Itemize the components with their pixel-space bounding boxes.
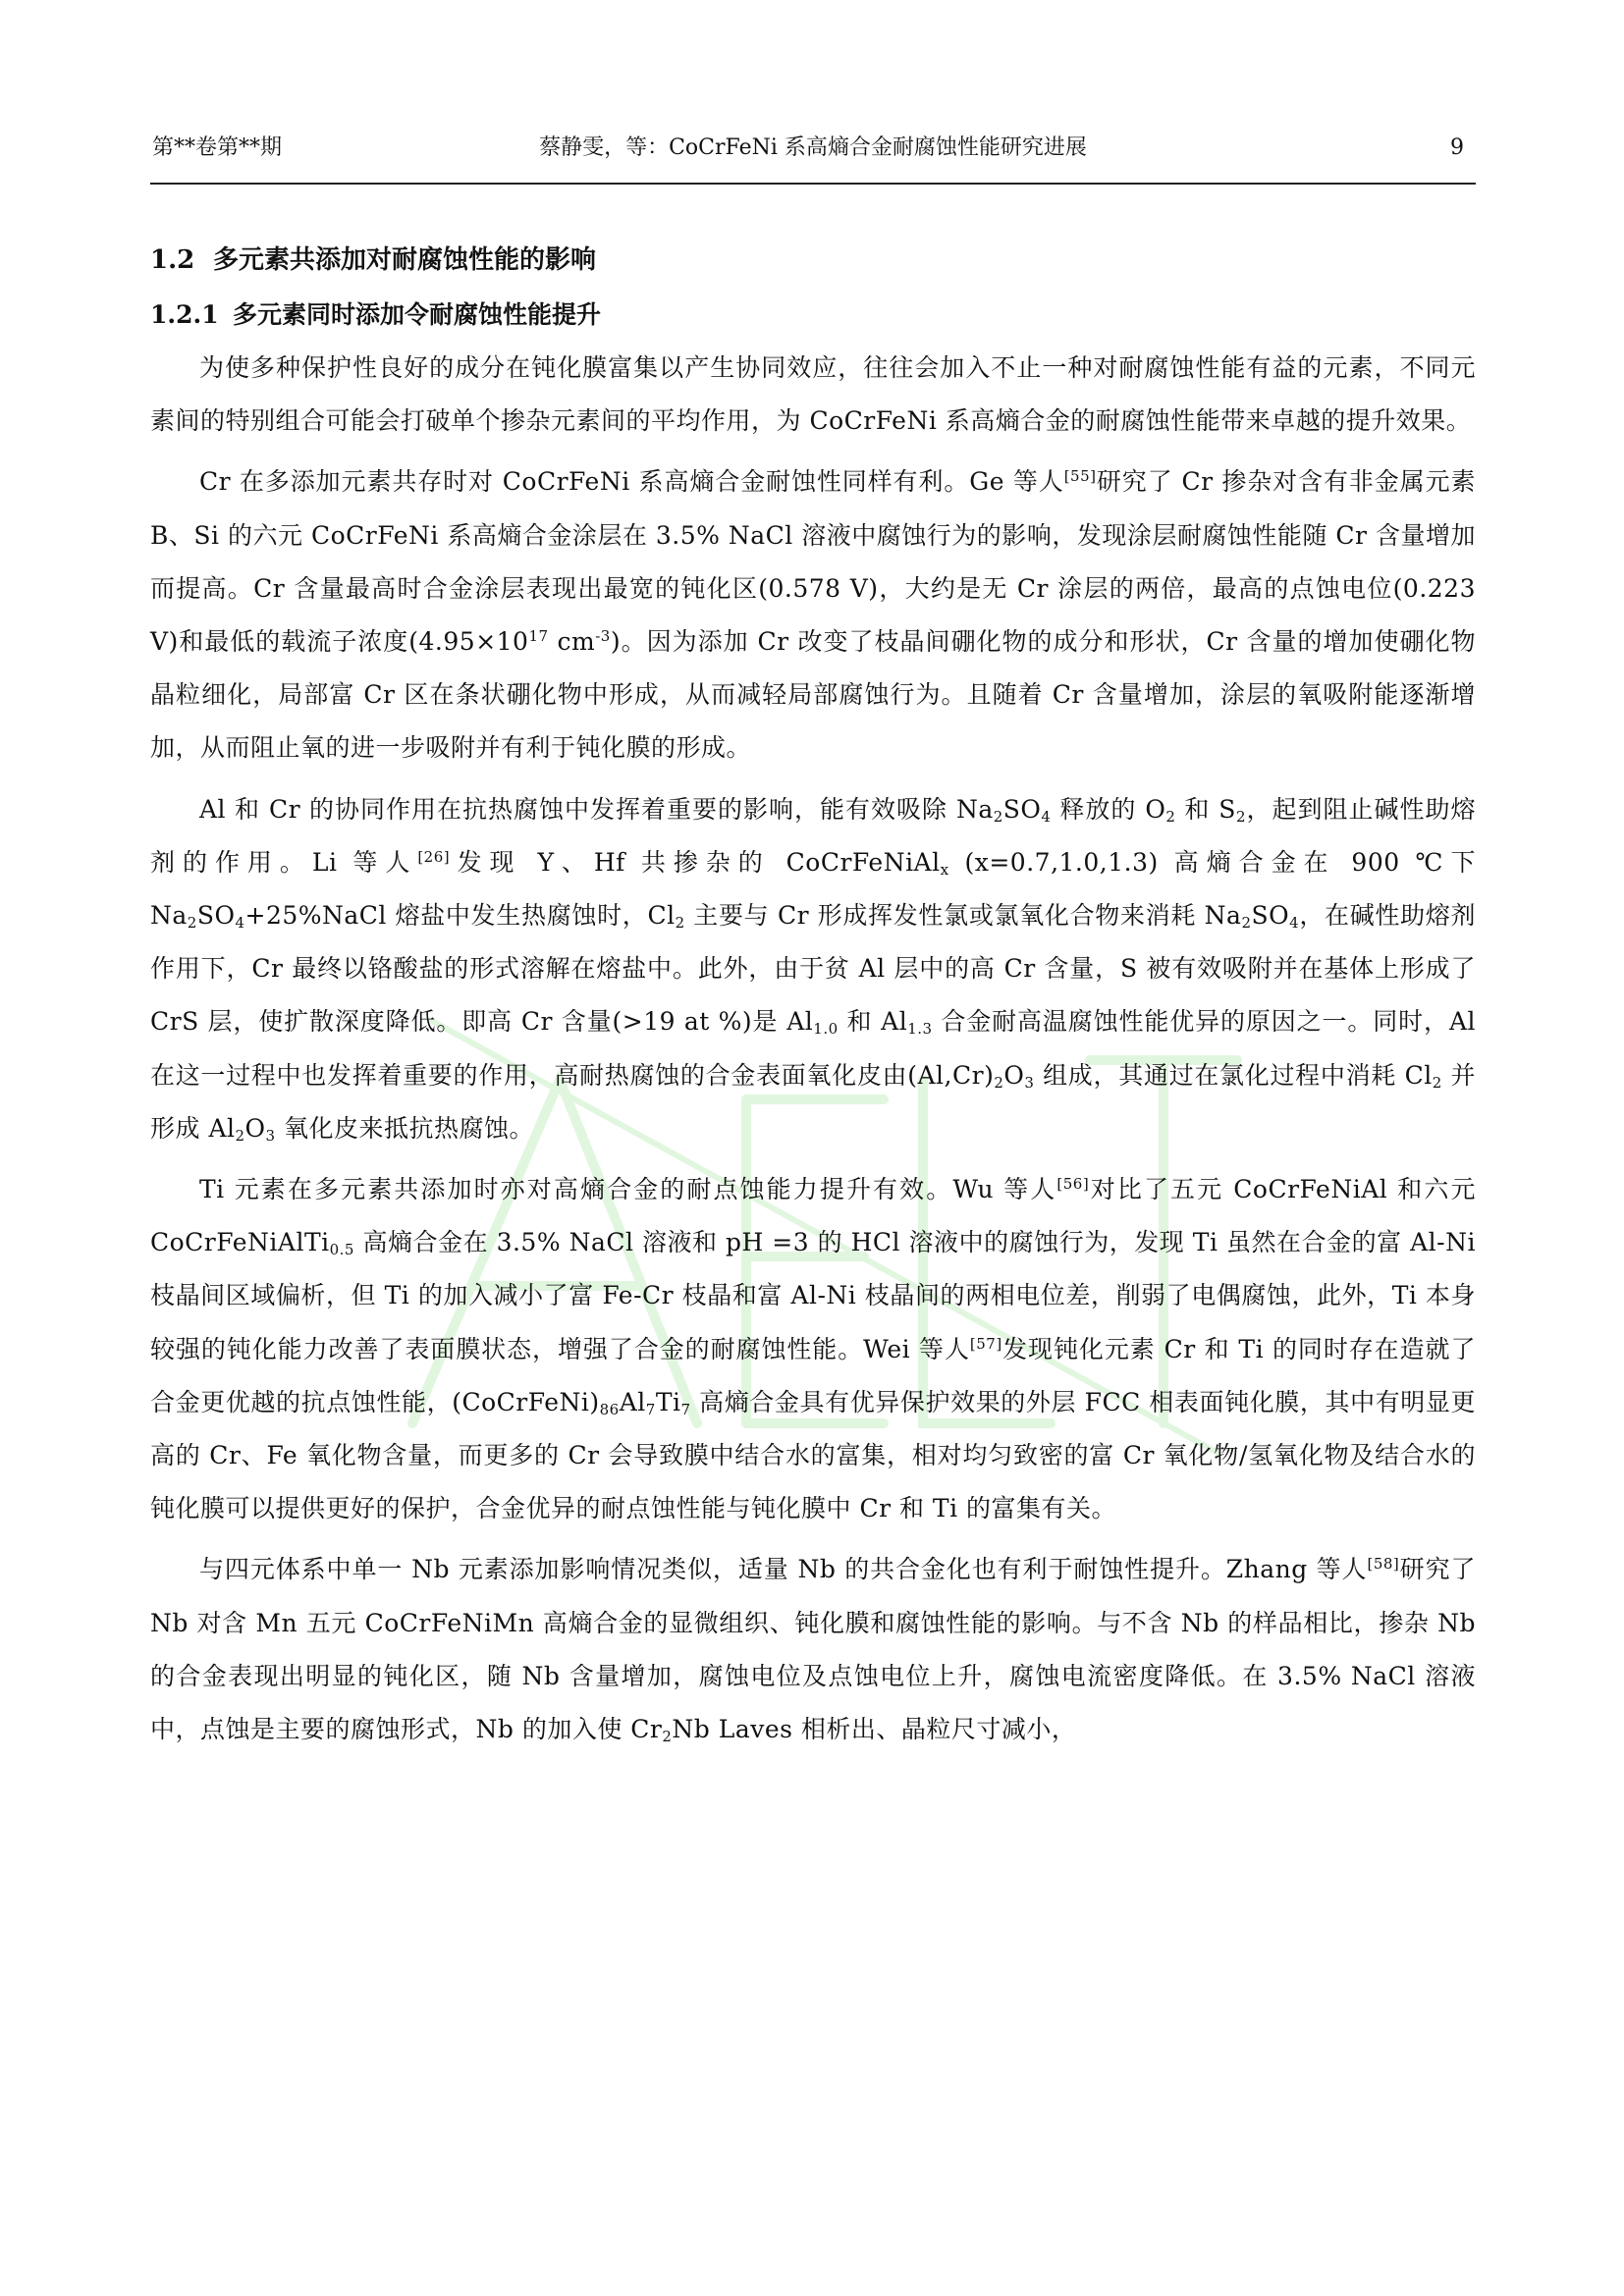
citation-ref: [56]	[1056, 1175, 1090, 1194]
text-run: 研究了 Cr 掺杂对含有非金属元素 B、Si 的六元 CoCrFeNi 系高熵合金涂层在 3.5% NaCl 溶液中腐蚀行为的影响，发现涂层耐腐蚀性能随 Cr 含量增加而提高。Cr 含量最高时合金涂层表现出最宽的钝化区(0.578 V)，大约是无 Cr 涂层的两倍，最高的点蚀电位(0.223 V)和最低的载流子浓度(4.95×10	[150, 467, 1476, 657]
subscript: 2	[187, 914, 197, 933]
text-run: 组成，其通过在氯化过程中消耗 Cl	[1034, 1060, 1433, 1090]
subscript: x	[940, 860, 949, 879]
journal-volume-issue: 第**卷第**期	[152, 135, 283, 160]
text-run: (x=0.7,1.0,1.3) 高熵合金在 900 ℃下 Na	[150, 847, 1476, 931]
subscript: 4	[1289, 914, 1300, 933]
text-run: Ti	[655, 1387, 681, 1416]
citation-ref: [57]	[969, 1334, 1002, 1353]
text-run: 高熵合金具有优异保护效果的外层 FCC 相表面钝化膜，其中有明显更高的 Cr、Fe 氧化物含量，而更多的 Cr 会导致膜中结合水的富集，相对均匀致密的富 Cr 氧化物/氢氧化物及结合水的钝化膜可以提供更好的保护，合金优异的耐点蚀性能与钝化膜中 Cr 和 Ti 的富集有关。	[150, 1387, 1476, 1523]
subscript: 4	[1041, 807, 1052, 826]
text-run: 氧化皮来抵抗热腐蚀。	[275, 1113, 535, 1143]
subscript: 2	[1432, 1073, 1442, 1092]
subscript: 2	[994, 1073, 1004, 1092]
text-run: 研究了 Nb 对含 Mn 五元 CoCrFeNiMn 高熵合金的显微组织、钝化膜和腐蚀性能的影响。与不含 Nb 的样品相比，掺杂 Nb 的合金表现出明显的钝化区，随 Nb 含量增加，腐蚀电位及点蚀电位上升，腐蚀电流密度降低。在 3.5% NaCl 溶液中，点蚀是主要的腐蚀形式，Nb 的加入使 Cr	[150, 1555, 1476, 1744]
section-heading	[150, 232, 1476, 289]
text-run: 发现 Y、Hf 共掺杂的 CoCrFeNiAl	[450, 847, 941, 877]
text-run: Al 和 Cr 的协同作用在抗热腐蚀中发挥着重要的影响，能有效吸除 Na	[199, 794, 994, 824]
text-run: 和 S	[1175, 794, 1236, 824]
subscript: 2	[662, 1728, 673, 1746]
running-header	[150, 133, 1476, 185]
subsection-heading	[150, 289, 1476, 342]
exponent: 17	[528, 627, 549, 646]
paragraph-5	[150, 1543, 1476, 1756]
paragraph-1	[150, 342, 1476, 448]
subscript: 2	[675, 914, 685, 933]
subscript: 3	[1024, 1073, 1035, 1092]
subscript: 7	[645, 1400, 656, 1418]
text-run: O	[244, 1113, 266, 1143]
subscript: 3	[265, 1126, 276, 1145]
paragraph-4	[150, 1163, 1476, 1535]
text-run: 释放的 O	[1051, 794, 1166, 824]
subscript: 1.0	[813, 1020, 839, 1039]
text-run: 对比了五元 CoCrFeNiAl 和六元 CoCrFeNiAlTi	[150, 1175, 1476, 1257]
text-run: 和 Al	[838, 1007, 908, 1037]
subscript: 2	[235, 1126, 245, 1145]
citation-ref: [58]	[1367, 1555, 1400, 1574]
page-number: 9	[1450, 135, 1464, 160]
subscript: 86	[599, 1400, 620, 1418]
subscript: 7	[680, 1400, 691, 1418]
subscript: 0.5	[329, 1241, 354, 1259]
text-run: 与四元体系中单一 Nb 元素添加影响情况类似，适量 Nb 的共合金化也有利于耐蚀性提升。Zhang 等人	[199, 1555, 1368, 1584]
text-run: cm	[548, 627, 596, 657]
text-run: Al	[619, 1387, 646, 1416]
section-title: 多元素共添加对耐腐蚀性能的影响	[213, 245, 597, 275]
text-run: +25%NaCl 熔盐中发生热腐蚀时，Cl	[244, 901, 676, 931]
text-run: 合金耐高温腐蚀性能优异的原因之一。同时，Al 在这一过程中也发挥着重要的作用，高耐热腐蚀的合金表面氧化皮由(Al,Cr)	[150, 1007, 1476, 1090]
text-run: ，起到阻止碱性助熔剂的作用。Li 等人	[150, 794, 1476, 877]
text-run: 发现钝化元素 Cr 和 Ti 的同时存在造就了合金更优越的抗点蚀性能，(CoCrFeNi)	[150, 1334, 1476, 1416]
text-run: 并形成 Al	[150, 1060, 1476, 1143]
article-body	[150, 232, 1476, 1764]
section-number: 1.2	[150, 245, 195, 275]
citation-ref: [26]	[417, 847, 451, 866]
citation-ref: [55]	[1063, 467, 1097, 486]
text-run: Nb Laves 相析出、晶粒尺寸减小，	[672, 1715, 1077, 1744]
subscript: 4	[235, 914, 245, 933]
subsection-number: 1.2.1	[150, 300, 219, 329]
text-run: SO	[196, 901, 236, 931]
subscript: 2	[1165, 807, 1176, 826]
exponent: -3	[595, 627, 611, 646]
text-run: 主要与 Cr 形成挥发性氯或氯氧化合物来消耗 Na	[684, 901, 1242, 931]
subscript: 2	[1235, 807, 1246, 826]
text-run: O	[1003, 1060, 1025, 1090]
subscript: 2	[993, 807, 1003, 826]
subscript: 1.3	[907, 1020, 933, 1039]
text-run: ，在碱性助熔剂作用下，Cr 最终以铬酸盐的形式溶解在熔盐中。此外，由于贫 Al 层中的高 Cr 含量，S 被有效吸附并在基体上形成了 CrS 层，使扩散深度降低。即高 Cr 含量(>19 at %)是 Al	[150, 901, 1476, 1037]
paragraph-3	[150, 783, 1476, 1155]
text-run: 高熵合金在 3.5% NaCl 溶液和 pH =3 的 HCl 溶液中的腐蚀行为，发现 Ti 虽然在合金的富 Al-Ni 枝晶间区域偏析，但 Ti 的加入减小了富 Fe-Cr 枝晶和富 Al-Ni 枝晶间的两相电位差，削弱了电偶腐蚀，此外，Ti 本身较强的钝化能力改善了表面膜状态，增强了合金的耐腐蚀性能。Wei 等人	[150, 1228, 1476, 1363]
text-run: SO	[1002, 794, 1042, 824]
text-run: Cr 在多添加元素共存时对 CoCrFeNi 系高熵合金耐蚀性同样有利。Ge 等人	[199, 467, 1064, 497]
paragraph-1-text: 为使多种保护性良好的成分在钝化膜富集以产生协同效应，往往会加入不止一种对耐腐蚀性能有益的元素，不同元素间的特别组合可能会打破单个掺杂元素间的平均作用，为 CoCrFeNi 系高熵合金的耐腐蚀性能带来卓越的提升效果。	[150, 353, 1476, 436]
text-run: Ti 元素在多元素共添加时亦对高熵合金的耐点蚀能力提升有效。Wu 等人	[199, 1175, 1057, 1204]
subsection-title: 多元素同时添加令耐腐蚀性能提升	[233, 300, 602, 329]
text-run: SO	[1251, 901, 1290, 931]
text-run: )。因为添加 Cr 改变了枝晶间硼化物的成分和形状，Cr 含量的增加使硼化物晶粒细化，局部富 Cr 区在条状硼化物中形成，从而减轻局部腐蚀行为。且随着 Cr 含量增加，涂层的氧吸附能逐渐增加，从而阻止氧的进一步吸附并有利于钝化膜的形成。	[150, 627, 1476, 763]
article-running-title: 蔡静雯，等：CoCrFeNi 系高熵合金耐腐蚀性能研究进展	[539, 135, 1087, 160]
paragraph-2	[150, 455, 1476, 774]
subscript: 2	[1241, 914, 1252, 933]
